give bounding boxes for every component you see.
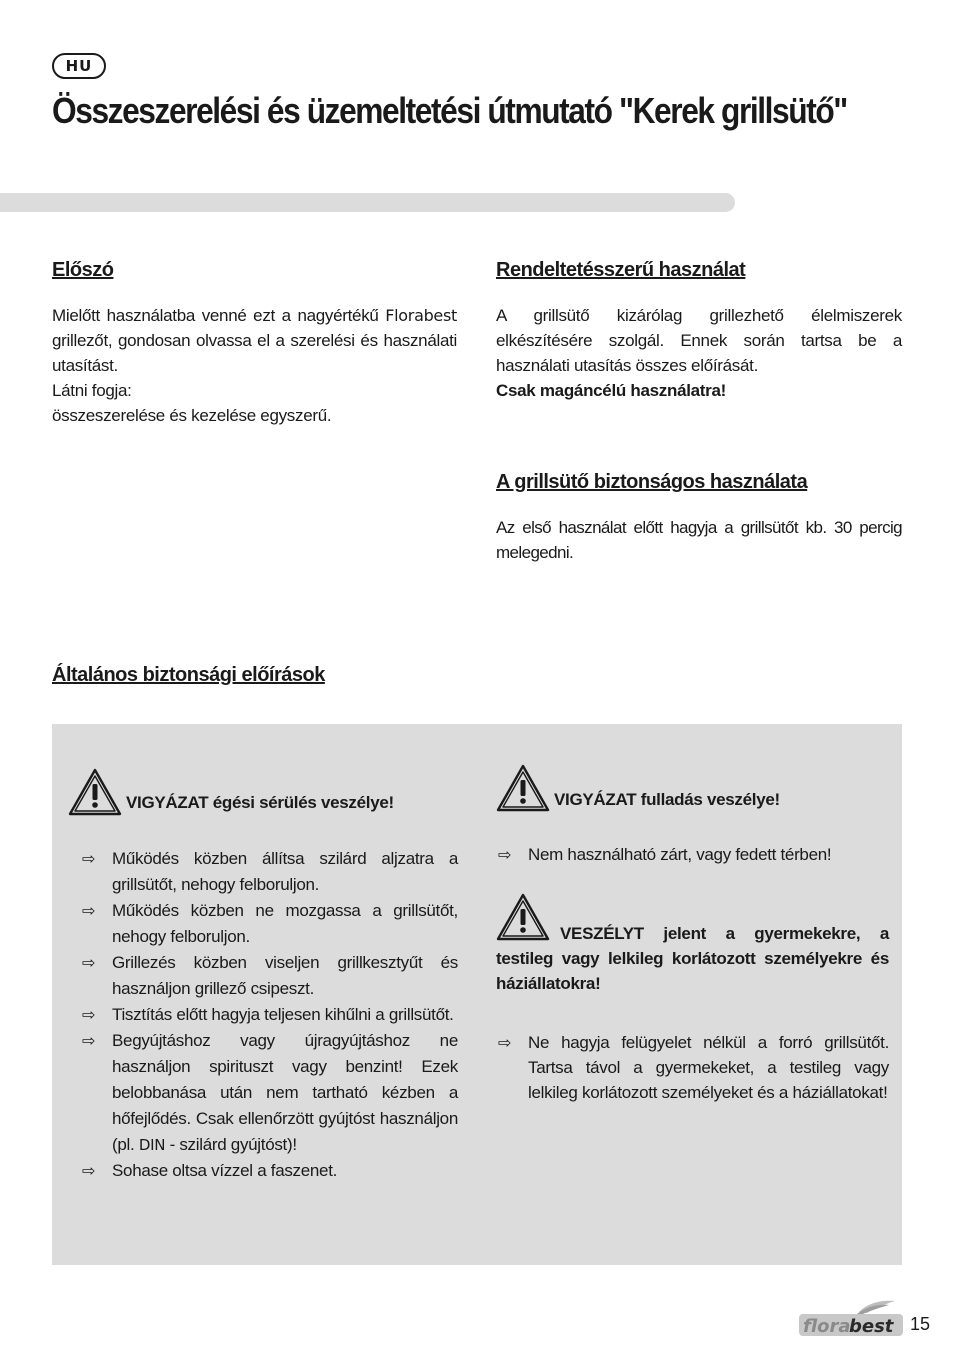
general-safety-heading: Általános biztonsági előírások — [52, 664, 325, 686]
foreword-line1: Mielőtt használatba venné ezt a nagyértékű — [52, 306, 379, 325]
list-item: ⇨ Grillezés közben viseljen grillkesztyűt és használjon grillező csipeszt. — [68, 950, 458, 1002]
arrow-right-outline-icon: ⇨ — [498, 845, 512, 864]
arrow-right-outline-icon: ⇨ — [82, 1161, 96, 1180]
foreword-line2: grillezőt, gondosan olvassa el a szerelési és használati utasítást. — [52, 331, 457, 375]
safe-use-heading: A grillsütő biztonságos használata — [496, 471, 808, 493]
list-item: ⇨ Működés közben állítsa szilárd aljzatra a grillsütőt, nehogy felboruljon. — [68, 846, 458, 898]
foreword-heading: Előszó — [52, 259, 114, 281]
burn-warning-block — [68, 768, 458, 1184]
logo-best-text: best — [849, 1316, 894, 1337]
florabest-logo — [799, 1298, 903, 1338]
foreword-line3: Látni fogja: — [52, 381, 132, 400]
burn-warning-title: VIGYÁZAT égési sérülés veszélye! — [126, 793, 394, 812]
arrow-right-outline-icon: ⇨ — [498, 1033, 512, 1052]
intended-use-note: Csak magáncélú használatra! — [496, 381, 726, 400]
suffocation-warning-header — [496, 764, 889, 812]
arrow-right-outline-icon: ⇨ — [82, 1005, 96, 1024]
danger-warning-list — [496, 1030, 889, 1105]
document-title: Összeszerelési és üzemeltetési útmutató "Kerek grillsütő" — [52, 90, 847, 131]
burn-warning-list — [68, 846, 458, 1184]
list-item: ⇨ Működés közben ne mozgassa a grillsütőt, nehogy felboruljon. — [68, 898, 458, 950]
safe-use-section — [496, 470, 902, 565]
din-standard: DIN — [138, 1136, 166, 1154]
general-safety-section — [52, 663, 457, 708]
logo-flora-text: flora — [803, 1316, 851, 1337]
burn-warning-header — [68, 768, 458, 816]
title-divider-bar — [0, 193, 735, 212]
brand-name: Florabest — [385, 306, 457, 325]
language-badge: HU — [52, 53, 106, 79]
warning-triangle-icon — [496, 893, 550, 941]
list-item: ⇨ Sohase oltsa vízzel a faszenet. — [68, 1158, 458, 1184]
foreword-line4: összeszerelése és kezelése egyszerű. — [52, 406, 332, 425]
page-number: 15 — [910, 1314, 931, 1334]
arrow-right-outline-icon: ⇨ — [82, 901, 96, 920]
arrow-right-outline-icon: ⇨ — [82, 849, 96, 868]
intended-use-section — [496, 258, 902, 403]
list-item: ⇨ Tisztítás előtt hagyja teljesen kihűlni a grillsütőt. — [68, 1002, 458, 1028]
list-item: ⇨ Ne hagyja felügyelet nélkül a forró grillsütőt. Tartsa távol a gyermekeket, a testileg vagy lelkileg korlátozott személyeket és a háziállatokat! — [496, 1030, 889, 1105]
danger-warning-title: VESZÉLYT jelent a gyermekekre, a testileg vagy lelkileg korlátozott személyekre és háziállatokra! — [496, 924, 889, 993]
intended-use-text: A grillsütő kizárólag grillezhető élelmiszerek elkészítésére szolgál. Ennek során tartsa be a használati utasítás összes előírását. — [496, 306, 902, 375]
warning-triangle-icon — [496, 764, 550, 812]
suffocation-warning-title: VIGYÁZAT fulladás veszélye! — [554, 790, 780, 809]
arrow-right-outline-icon: ⇨ — [82, 953, 96, 972]
foreword-text — [52, 303, 457, 378]
safe-use-text: Az első használat előtt hagyja a grillsütőt kb. 30 percig melegedni. — [496, 518, 902, 562]
right-warnings-column — [496, 764, 889, 1105]
safety-warnings-box — [52, 724, 902, 1265]
list-item: ⇨ Begyújtáshoz vagy újragyújtáshoz ne használjon spirituszt vagy benzint! Ezek belobbanása után nem tartható kézben a hőfejlődés. Csak ellenőrzött gyújtóst használjon (pl. DIN - szilárd gyújtóst)! — [68, 1028, 458, 1158]
warning-triangle-icon — [68, 768, 122, 816]
arrow-right-outline-icon: ⇨ — [82, 1031, 96, 1050]
list-item: ⇨ Nem használható zárt, vagy fedett térben! — [496, 842, 889, 867]
suffocation-warning-list — [496, 842, 889, 867]
foreword-section — [52, 258, 457, 428]
intended-use-heading: Rendeltetésszerű használat — [496, 259, 746, 281]
danger-warning-header — [496, 907, 889, 996]
